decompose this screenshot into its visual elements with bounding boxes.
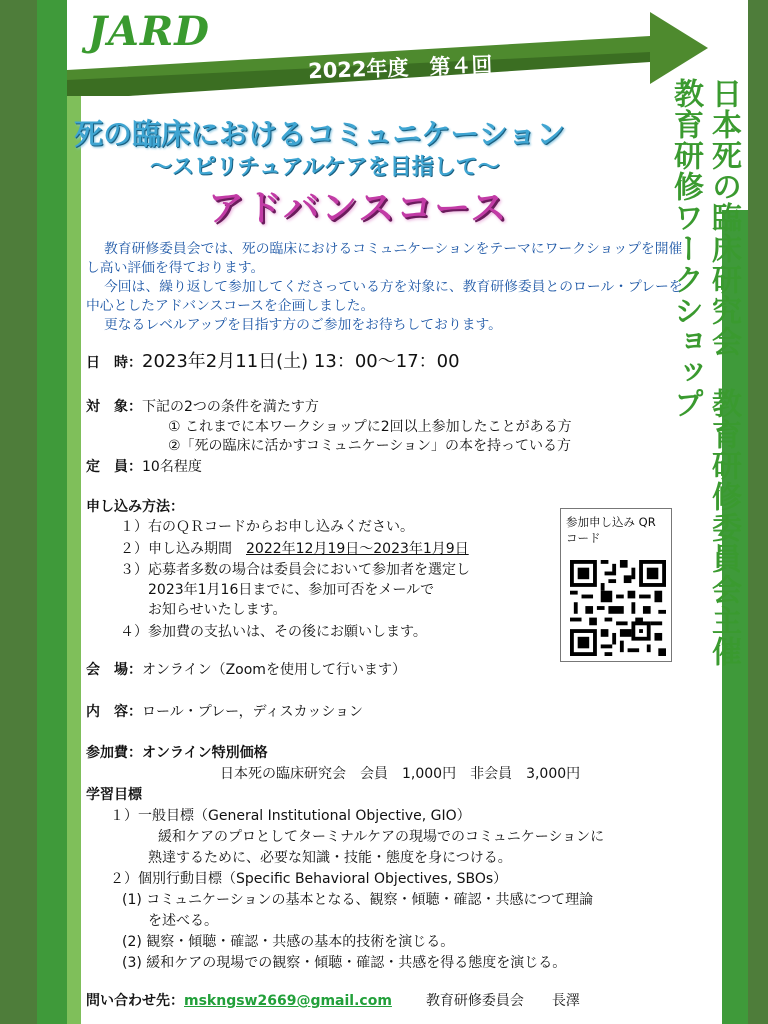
course-title: アドバンスコース <box>208 188 509 229</box>
gio-heading: １）一般目標（General Institutional Objective, GIO） <box>110 808 471 824</box>
target-label: 対 象 <box>86 399 128 415</box>
qr-label: 参加申し込み QRコード <box>566 515 656 545</box>
fee-detail: 日本死の臨床研究会 会員 1,000円 非会員 3,000円 <box>220 766 581 782</box>
apply-item: 2023年1月16日までに、参加可否をメールで <box>148 582 435 598</box>
sbo-item: (1) コミュニケーションの基本となる、観察・傾聴・確認・共感につて理論 <box>122 892 594 908</box>
gio-text: 緩和ケアのプロとしてターミナルケアの現場でのコミュニケーションに <box>158 829 605 845</box>
capacity-row: 定 員：10名程度 <box>86 459 202 475</box>
content-value: ロール・プレー，ディスカッション <box>142 704 364 720</box>
left-stripe-light <box>67 90 81 1024</box>
apply-row: 申し込み方法： <box>86 499 184 515</box>
right-stripe-dark <box>748 0 768 1024</box>
sbo-item: (2) 観察・傾聴・確認・共感の基本的技術を演じる。 <box>122 934 455 950</box>
venue-row: 会 場：オンライン（Zoomを使用して行います） <box>86 662 406 678</box>
intro-paragraph: 教育研修委員会では、死の臨床におけるコミュニケーションをテーマにワークショップを開催し高い評価を得ております。 <box>86 241 683 276</box>
sbo-item: を述べる。 <box>148 913 218 929</box>
workshop-vertical: 教育研修ワークショップ <box>668 78 703 419</box>
target-condition: ②「死の臨床に活かすコミュニケーション」の本を持っている方 <box>168 438 572 454</box>
content-row: 内 容：ロール・プレー，ディスカッション <box>86 704 364 720</box>
intro-paragraph: 今回は、繰り返して参加してくださっている方を対象に、教育研修委員とのロール・プレーを中心としたアドバンスコースを企画しました。 <box>86 279 683 314</box>
sbo-heading: ２）個別行動目標（Specific Behavioral Objectives, SBOs） <box>110 871 508 887</box>
apply-item: ４）参加費の支払いは、その後にお願いします。 <box>120 624 427 640</box>
main-title: 死の臨床におけるコミュニケーション <box>74 117 566 151</box>
apply-item: お知らせいたします。 <box>148 602 287 618</box>
fee-value: オンライン特別価格 <box>142 745 268 761</box>
target-row: 対 象：下記の2つの条件を満たす方 <box>86 399 319 415</box>
apply-period: 2022年12月19日〜2023年1月9日 <box>246 541 469 557</box>
jard-logo: JARD <box>88 8 210 55</box>
contact-email-link[interactable]: mskngsw2669@gmail.com <box>184 993 392 1009</box>
date-value: 2023年2月11日(土) 13：00〜17：00 <box>142 351 460 372</box>
content-label: 内 容 <box>86 704 128 720</box>
capacity-label: 定 員 <box>86 459 128 475</box>
capacity-value: 10名程度 <box>142 459 202 475</box>
date-row: 日 時：2023年2月11日(土) 13：00〜17：00 <box>86 351 460 372</box>
organizer-vertical: 日本死の臨床研究会 教育研修委員会主催 <box>706 78 741 667</box>
goals-label <box>86 786 142 805</box>
sbo-item: (3) 緩和ケアの現場での観察・傾聴・確認・共感を得る態度を演じる。 <box>122 955 567 971</box>
venue-value: オンライン（Zoomを使用して行います） <box>142 662 406 678</box>
edition-label: 2022年度 第４回 <box>307 52 493 84</box>
target-value: 下記の2つの条件を満たす方 <box>142 399 319 415</box>
apply-period-label: ２）申し込み期間 <box>120 541 246 557</box>
qr-code-icon[interactable] <box>570 560 666 656</box>
date-label: 日 時 <box>86 355 128 371</box>
apply-label: 申し込み方法 <box>86 499 170 515</box>
fee-row: 参加費：オンライン特別価格 <box>86 745 268 761</box>
apply-item: １）右のＱＲコードからお申し込みください。 <box>120 519 414 535</box>
left-stripe <box>37 0 67 1024</box>
fee-label: 参加費 <box>86 745 128 761</box>
contact-label: 問い合わせ先： <box>86 993 184 1009</box>
intro-text <box>86 240 686 335</box>
contact-org: 教育研修委員会 長澤 <box>425 993 580 1009</box>
left-stripe-dark <box>0 0 37 1024</box>
gio-text: 熟達するために、必要な知識・技能・態度を身につける。 <box>148 850 512 866</box>
apply-item <box>120 540 469 559</box>
apply-item: ３）応募者多数の場合は委員会において参加者を選定し <box>120 562 470 578</box>
venue-label: 会 場 <box>86 662 128 678</box>
target-condition: ① これまでに本ワークショップに2回以上参加したことがある方 <box>168 419 572 435</box>
contact-row <box>86 992 580 1011</box>
goals-heading: 学習目標 <box>86 787 142 803</box>
intro-paragraph: 更なるレベルアップを目指す方のご参加をお待ちしております。 <box>103 317 502 333</box>
sub-title: 〜スピリチュアルケアを目指して〜 <box>150 155 500 180</box>
